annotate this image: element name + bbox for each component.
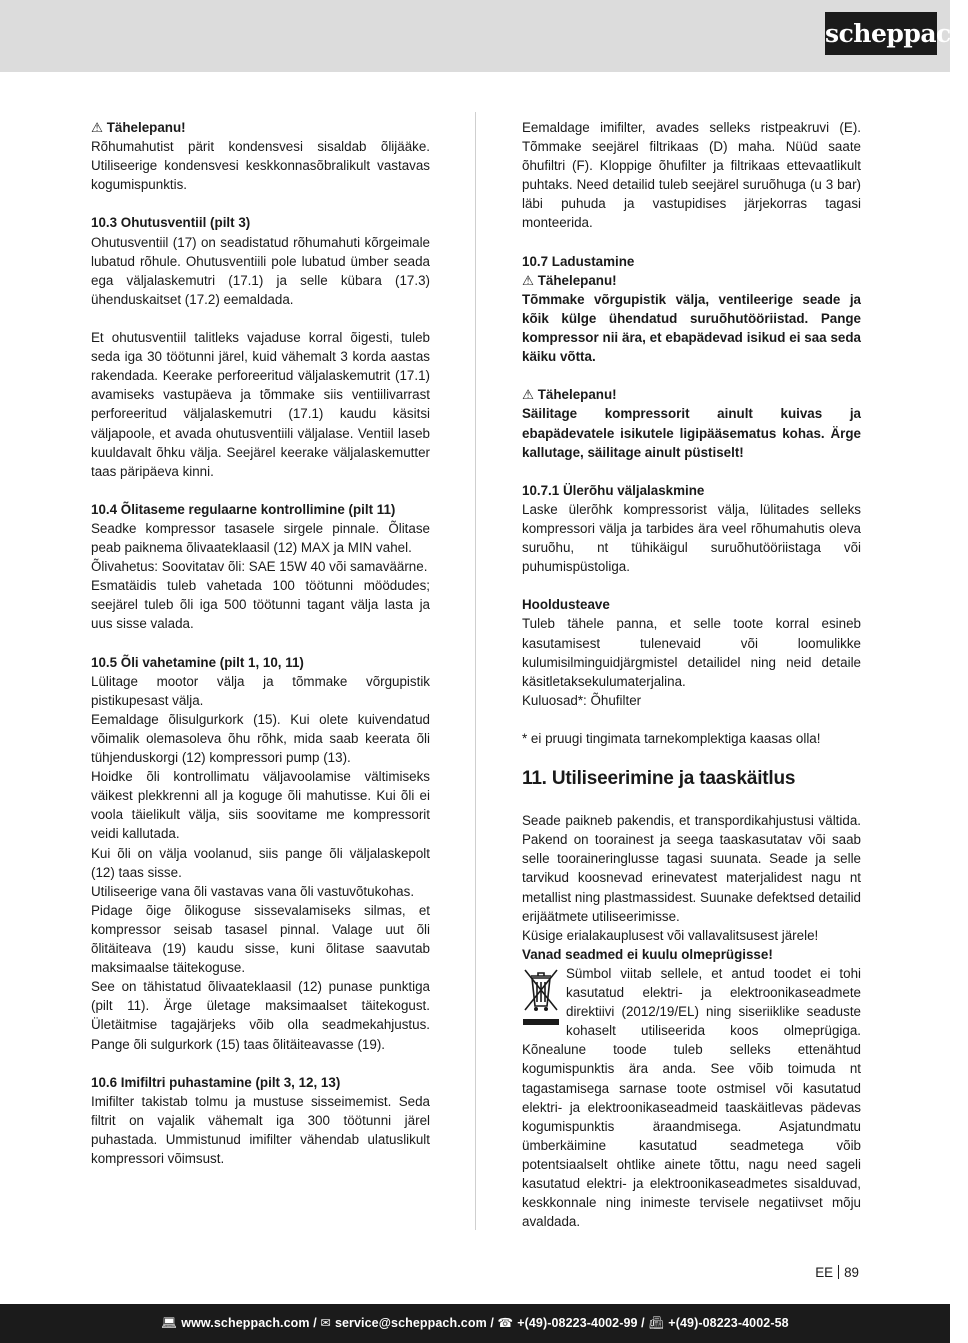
text-block [522, 385, 861, 461]
right-column-top [522, 118, 861, 748]
language-code: EE [815, 1265, 834, 1280]
paragraph-text: Tõmmake võrgupistik välja, ventileerige seade ja kõik külge ühendatud suruõhutööriistad. Pange kompressor nii ära, et ebapädevad isikud ei saa seda käiku võtta. [522, 291, 861, 365]
paragraph-text: 10.6 Imifiltri puhastamine (pilt 3, 12, 13) [91, 1074, 341, 1090]
block-heading [91, 118, 430, 137]
text-block [91, 500, 430, 634]
footer-fax: +(49)-08223-4002-58 [668, 1316, 789, 1330]
paragraph [91, 844, 430, 882]
paragraph [522, 729, 861, 748]
paragraph-text: Ohutusventiil (17) on seadistatud rõhumahuti kõrgeimale lubatud rõhule. Ohutusventiili pole lubatud ümber seada ega väljalaskemutri (17.1) ja selle kübara (17.3) ühenduskaitset (17.2) eemaldada. [91, 234, 430, 307]
crossed-out-bin-icon [522, 966, 560, 1028]
footer-separator: / [637, 1316, 649, 1330]
paragraph-text: Et ohutusventiil talitleks vajaduse korral õigesti, tuleb seda iga 30 töötunni järel, kuid vähemalt 3 korda aastas rakendada. Keerake perforeeritud väljalaskemutrit (17.1) avamiseks vastupäeva ja tõmmake siis ventiilivarrast perforeeritud väljalaskemutri (17.1) kaudu käsitsi väljapoole, et avada ohutusventiili väljalase. Ventiil laseb kuuldavalt õhku välja. Seejärel keerake väljalaskemutter taas päripäeva kinni. [91, 330, 430, 479]
paragraph [91, 1092, 430, 1168]
block-heading [91, 213, 430, 232]
warning-icon: ⚠ [522, 272, 538, 288]
paragraph-text: 10.7.1 Ülerõhu väljalaskmine [522, 482, 705, 498]
paragraph [91, 710, 430, 767]
block-heading [91, 1073, 430, 1092]
paragraph-text: Utiliseerige vana õli vastavas vana õli vastuvõtukohas. [91, 883, 415, 899]
block-heading [91, 653, 430, 672]
mail-icon: ✉︎ [320, 1316, 331, 1330]
paragraph [522, 290, 861, 366]
paragraph-text: Tähelepanu! [537, 272, 617, 288]
paragraph [91, 137, 430, 194]
paragraph-text: Õlivahetus: Soovitatav õli: SAE 15W 40 või samaväärne. [91, 559, 428, 575]
text-block [91, 653, 430, 1054]
paragraph [91, 576, 430, 633]
paragraph-text: Eemaldage õlisulgurkork (15). Kui olete kuivendatud võimalik olemasoleva õhu rõhk, mida saab keerata õli tühjenduskorgi (12) kompressori pump (13). [91, 711, 430, 766]
paragraph [522, 404, 861, 461]
text-block [522, 252, 861, 367]
paragraph-text: See on tähistatud õlivaateklaasil (12) punase punktiga (pilt 11). Ärge ületage maksimaalset täitekogust. Ületäitmise tagajärjeks võib olla seadmekahjustus. Pange õli sulgurkork (15) taas õlitäiteavasse (19). [91, 979, 430, 1052]
paragraph [522, 500, 861, 576]
block-heading [522, 385, 861, 404]
block-heading [522, 481, 861, 500]
paragraph [91, 977, 430, 1053]
paragraph [522, 691, 861, 710]
page-number [815, 1263, 859, 1282]
text-block [91, 118, 430, 194]
paragraph-text: Hoidke õli kontrollimatu väljavoolamise vältimiseks väikest plekkrenni all ja koguge õli mahutisse. Kui õli ei voola täielikult välja, siis soovitame me kompressorit veidi kallutada. [91, 769, 430, 842]
paragraph [91, 882, 430, 901]
paragraph [91, 901, 430, 977]
weee-paragraph: Sümbol viitab sellele, et antud toodet ei tohi kasutatud elektri- ja elektroonikaseadmete direktiivi (2012/19/EL) ning siseriiklike seaduste kohaselt utiliseerida koos olmeprügiga. Kõnealune toode tuleb selleks ettenähtud kogumispunktis ära anda. See võib toimuda nt tagastamisega sarnase toote ostmisel või kasutatud elektri- ja elektroonikaseadmeid taaskäitlevas pädevas kogumispunktis äraandmisega. Asjatundmatu ümberkäimine kasutatud seadmetega võib potentsiaalselt ohtlike ainete tõttu, nagu need sageli kasutatud elektri- ja elektroonikaseadmetes sisalduvad, keskkonnale ning inimeste tervisele negatiivset mõju avaldada. [522, 965, 861, 1230]
paragraph-text: Säilitage kompressorit ainult kuivas ja ebapädevatele isikutele ligipääsematus kohas. Ärge kallutage, säilitage ainult püstiselt! [522, 406, 861, 460]
computer-icon: 💻︎ [161, 1316, 178, 1330]
paragraph [91, 767, 430, 843]
phone-icon: ☎︎ [497, 1316, 514, 1330]
paragraph [91, 328, 430, 481]
paragraph-text: Tähelepanu! [106, 120, 186, 135]
paragraph-text: 10.3 Ohutusventiil (pilt 3) [91, 215, 251, 231]
warning-icon: ⚠ [91, 120, 107, 135]
footer-phone: +(49)-08223-4002-99 [517, 1316, 638, 1330]
right-column [522, 118, 861, 1231]
paragraph [522, 118, 861, 233]
text-block [522, 595, 861, 710]
section-title-disposal: 11. Utiliseerimine ja taaskäitlus [522, 768, 796, 790]
footer-separator: / [486, 1316, 498, 1330]
block-heading [522, 252, 861, 271]
paragraph [91, 233, 430, 309]
footer-email[interactable]: service@scheppach.com [334, 1316, 487, 1330]
paragraph-text: Pidage õige õlikoguse sissevalamiseks silmas, et kompressor seisab tasasel pinnal. Valage uut õli õlitäiteava (19) kaudu sisse, kuni õlitase saavutab maksimaalse täitekoguse. [91, 902, 430, 976]
scheppach-logo: scheppach [825, 12, 937, 55]
text-block [91, 213, 430, 308]
paragraph-text: Esmatäidis tuleb vahetada 100 töötunni möödudes; seejärel tuleb õli iga 500 töötunni tagant välja lasta ja uus sisse valada. [91, 578, 430, 632]
weee-heading: Vanad seadmed ei kuulu olmeprügisse! [522, 946, 773, 962]
text-block [522, 729, 861, 748]
paragraph [91, 519, 430, 557]
weee-section [522, 964, 861, 1231]
footer-website[interactable]: www.scheppach.com [181, 1316, 310, 1330]
fax-icon: 📠︎ [648, 1316, 665, 1330]
text-block [91, 1073, 430, 1168]
text-block [91, 328, 430, 481]
paragraph-text: Lülitage mootor välja ja tõmmake võrgupistik pistikupesast välja. [91, 673, 430, 708]
warning-icon: ⚠ [522, 387, 538, 403]
paragraph-text: Rõhumahutist pärit kondensvesi sisaldab õlijääke. Utiliseerige kondensvesi keskkonnasõbralikult vastavas kogumispunktis. [91, 139, 430, 193]
paragraph-text: 10.5 Õli vahetamine (pilt 1, 10, 11) [91, 654, 304, 670]
page-header [0, 0, 968, 72]
disposal-paragraph: Seade paikneb pakendis, et transpordikahjustusi vältida. Pakend on toorainest ja seega taaskasutatav või saab selle tooraineringlusse tagasi suunata. Seade ja selle tarvikud koosnevad erinevatest materjalidest nagu nt metallist ning plastmassidest. Suunake defektsed detailid erijäätmete utiliseerimisse. [522, 813, 861, 924]
paragraph-text: Imifilter takistab tolmu ja mustuse sisseimemist. Seda filtrit on vajalik vähemalt iga 300 töötunni järel puhastada. Ummistunud imifilter vähendab ulatuslikult kompressori võimsust. [91, 1093, 430, 1167]
paragraph-text: 10.7 Ladustamine [522, 253, 635, 269]
text-block [522, 481, 861, 576]
paragraph [522, 271, 861, 290]
page-number-value: 89 [844, 1265, 859, 1280]
paragraph-text: Seadke kompressor tasasele sirgele pinnale. Õlitase peab paiknema õlivaateklaasil (12) MAX ja MIN vahel. [91, 520, 430, 556]
paragraph [91, 672, 430, 710]
paragraph [91, 557, 430, 576]
paragraph-text: Hooldusteave [522, 597, 610, 613]
block-heading [91, 500, 430, 519]
footer-separator: / [309, 1316, 321, 1330]
paragraph-text: * ei pruugi tingimata tarnekomplektiga kaasas olla! [522, 731, 821, 746]
paragraph-text: Kuluosad*: Õhufilter [522, 692, 642, 708]
paragraph-text: Kui õli on välja voolanud, siis pange õli väljalaskepolt (12) taas sisse. [91, 845, 430, 880]
paragraph-text: Tuleb tähele panna, et selle toote korral esineb kasutamisest tulenevaid või loomulikke kulumisilminguidjärgmistel detailidel ning neid detaile käsitletaksekulumaterjalina. [522, 616, 861, 689]
paragraph-text: Laske ülerõhk kompressorist välja, lülitades selleks kompressori välja ja tarbides ära veel rõhumahutis oleva suruõhu, nt tühikäigul suruõhutööriistaga või puhumispüstoliga. [522, 501, 861, 575]
paragraph-text: Eemaldage imifilter, avades selleks ristpeakruvi (E). Tõmmake seejärel filtrikaas (D) maha. Nüüd saate õhufiltri (F). Kloppige õhufilter ja filtrikaas ettevaatlikult puhtaks. Need detailid tuleb seejärel suruõhuga (u 3 bar) läbi puhuda ja vastupidises järjekorras tagasi monteerida. [522, 120, 861, 231]
paragraph-text: 10.4 Õlitaseme regulaarne kontrollimine (pilt 11) [91, 501, 396, 517]
page-footer [0, 1304, 950, 1343]
disposal-paragraph-2: Küsige erialakauplusest või vallavalitsusest järele! [522, 927, 819, 943]
column-divider [475, 112, 476, 1230]
text-block [522, 118, 861, 233]
left-column [91, 118, 430, 1187]
paragraph [522, 614, 861, 690]
paragraph-text: Tähelepanu! [537, 387, 617, 403]
block-heading [522, 595, 861, 614]
